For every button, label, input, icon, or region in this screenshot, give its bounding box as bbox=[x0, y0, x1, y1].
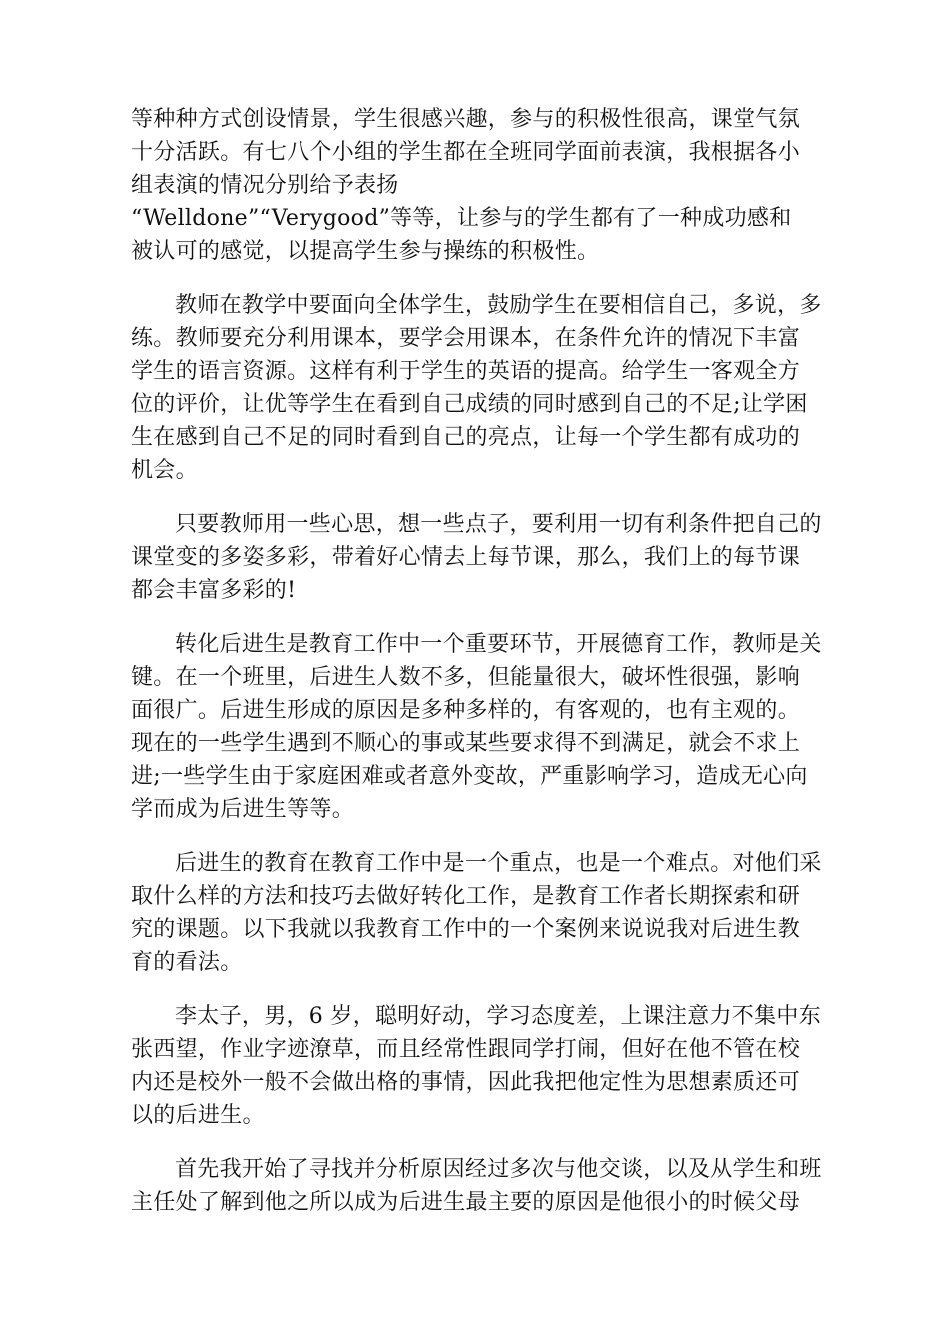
text-line: 位的评价，让优等学生在看到自己成绩的同时感到自己的不足;让学困 bbox=[131, 392, 808, 417]
document-page bbox=[131, 103, 821, 1240]
paragraph bbox=[131, 289, 821, 487]
text-line: 教师在教学中要面向全体学生，鼓励学生在要相信自己，多说，多 bbox=[175, 293, 822, 318]
paragraph bbox=[131, 628, 821, 826]
text-line: 张西望，作业字迹潦草，而且经常性跟同学打闹，但好在他不管在校 bbox=[131, 1037, 801, 1062]
text-line: 只要教师用一些心思，想一些点子，要利用一切有利条件把自己的 bbox=[175, 512, 822, 537]
text-line: 课堂变的多姿多彩，带着好心情去上每节课，那么，我们上的每节课 bbox=[131, 545, 801, 570]
text-line: 组表演的情况分别给予表扬 bbox=[131, 173, 399, 198]
text-line: 首先我开始了寻找并分析原因经过多次与他交谈，以及从学生和班 bbox=[175, 1157, 822, 1182]
text-line: 学而成为后进生等等。 bbox=[131, 797, 355, 822]
text-line: 机会。 bbox=[131, 458, 198, 483]
text-line: 键。在一个班里，后进生人数不多，但能量很大，破坏性很强，影响 bbox=[131, 665, 801, 690]
paragraph bbox=[131, 1153, 821, 1219]
text-line: 转化后进生是教育工作中一个重要环节，开展德育工作，教师是关 bbox=[175, 632, 822, 657]
text-line: 进;一些学生由于家庭困难或者意外变故，严重影响学习，造成无心向 bbox=[131, 764, 808, 789]
text-line: 生在感到自己不足的同时看到自己的亮点，让每一个学生都有成功的 bbox=[131, 425, 801, 450]
text-line: 面很广。后进生形成的原因是多种多样的，有客观的，也有主观的。 bbox=[131, 698, 801, 723]
text-line: 都会丰富多彩的! bbox=[131, 578, 297, 603]
paragraph bbox=[131, 847, 821, 979]
text-line: 究的课题。以下我就以我教育工作中的一个案例来说说我对后进生教 bbox=[131, 917, 801, 942]
text-line: 育的看法。 bbox=[131, 950, 243, 975]
paragraph bbox=[131, 1000, 821, 1132]
paragraph bbox=[131, 508, 821, 607]
text-line: 以的后进生。 bbox=[131, 1103, 265, 1128]
text-line: 李太子，男，6 岁，聪明好动，学习态度差，上课注意力不集中东 bbox=[175, 1004, 821, 1029]
text-line: “Welldone”“Verygood”等等，让参与的学生都有了一种成功感和 bbox=[131, 206, 792, 231]
text-line: 取什么样的方法和技巧去做好转化工作，是教育工作者长期探索和研 bbox=[131, 884, 801, 909]
text-line: 后进生的教育在教育工作中是一个重点，也是一个难点。对他们采 bbox=[175, 851, 822, 876]
text-line: 被认可的感觉，以提高学生参与操练的积极性。 bbox=[131, 239, 600, 264]
text-line: 主任处了解到他之所以成为后进生最主要的原因是他很小的时候父母 bbox=[131, 1190, 801, 1215]
text-line: 练。教师要充分利用课本，要学会用课本，在条件允许的情况下丰富 bbox=[131, 326, 801, 351]
text-line: 内还是校外一般不会做出格的事情，因此我把他定性为思想素质还可 bbox=[131, 1070, 801, 1095]
text-line: 学生的语言资源。这样有利于学生的英语的提高。给学生一客观全方 bbox=[131, 359, 801, 384]
text-line: 十分活跃。有七八个小组的学生都在全班同学面前表演，我根据各小 bbox=[131, 140, 801, 165]
paragraph bbox=[131, 103, 821, 268]
text-line: 现在的一些学生遇到不顺心的事或某些要求得不到满足，就会不求上 bbox=[131, 731, 801, 756]
text-line: 等种种方式创设情景，学生很感兴趣，参与的积极性很高，课堂气氛 bbox=[131, 107, 801, 132]
